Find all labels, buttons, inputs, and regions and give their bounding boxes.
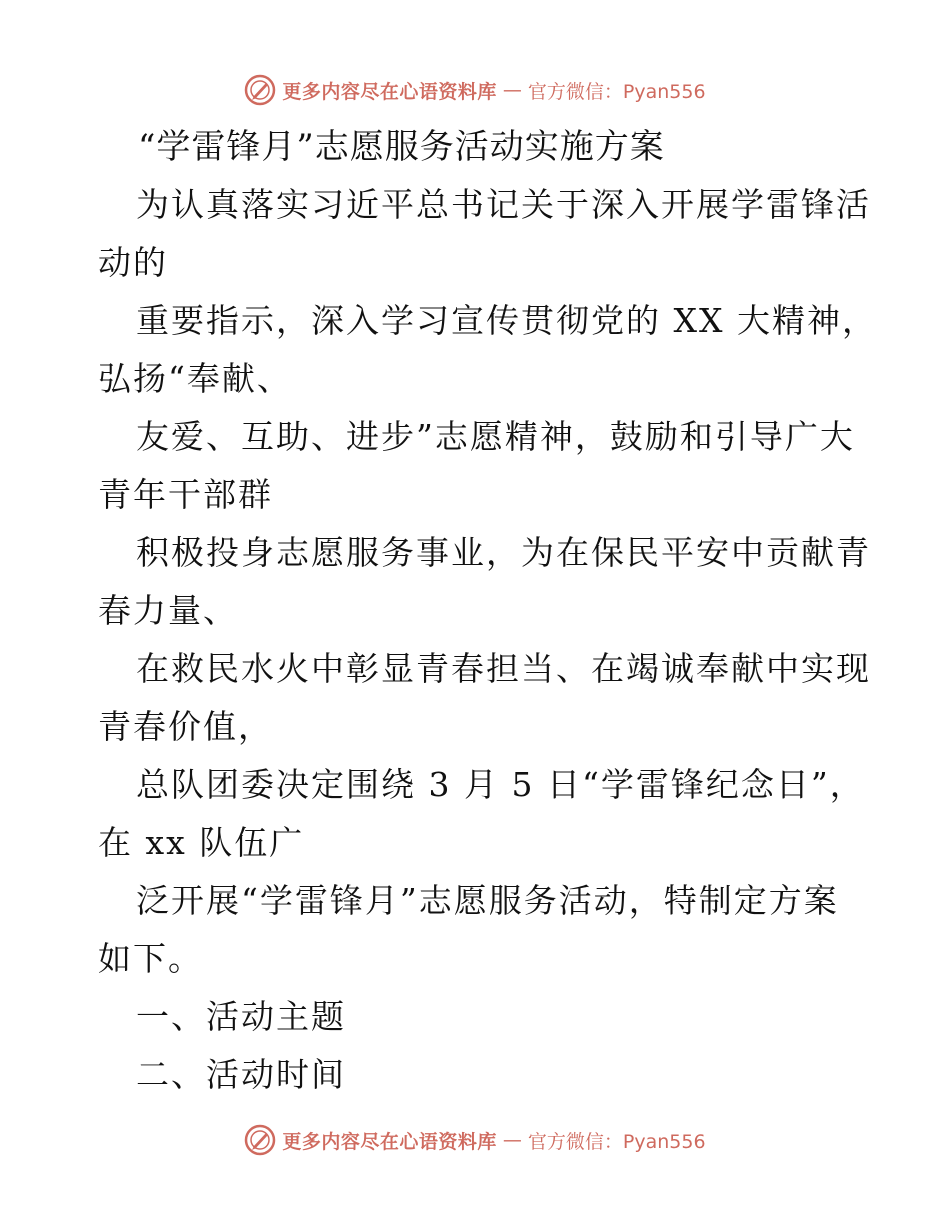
- watermark-group: [244, 74, 705, 106]
- document-paragraphs: [98, 176, 877, 1104]
- paragraph-line: 在救民水火中彰显青春担当、在竭诚奉献中实现: [136, 649, 871, 688]
- paragraph-line: 如下。: [98, 939, 203, 978]
- paragraph-line: 重要指示，深入学习宣传贯彻党的 XX 大精神，: [136, 301, 877, 340]
- header-watermark: [0, 70, 950, 110]
- paragraph-line: 积极投身志愿服务事业，为在保民平安中贡献青: [136, 533, 871, 572]
- paragraph-line: 一、活动主题: [136, 997, 346, 1036]
- paragraph-line: 为认真落实习近平总书记关于深入开展学雷锋活: [136, 185, 871, 224]
- paragraph-line: 青春价值，: [98, 707, 273, 746]
- paragraph-line: 春力量、: [98, 591, 238, 630]
- watermark-text: 更多内容尽在心语资料库: [282, 80, 497, 103]
- document-title: “学雷锋月”志愿服务活动实施方案: [138, 127, 665, 167]
- paragraph-line: 在 xx 队伍广: [98, 823, 305, 862]
- watermark-group: [244, 1124, 705, 1156]
- paragraph-line: 弘扬“奉献、: [98, 359, 292, 398]
- paragraph-line: 泛开展“学雷锋月”志愿服务活动，特制定方案: [136, 881, 839, 920]
- document-body: [98, 118, 877, 1104]
- paragraph-line: 总队团委决定围绕 3 月 5 日“学雷锋纪念日”，: [136, 765, 865, 804]
- paragraph-line: 青年干部群: [98, 475, 273, 514]
- watermark-dash: —: [502, 1129, 522, 1151]
- seal-logo-icon: [244, 1124, 276, 1156]
- watermark-text: 更多内容尽在心语资料库: [282, 1130, 497, 1153]
- seal-logo-icon: [244, 74, 276, 106]
- paragraph-line: 友爱、互助、进步”志愿精神，鼓励和引导广大: [136, 417, 855, 456]
- paragraph-line: 二、活动时间: [136, 1055, 346, 1094]
- paragraph-line: 动的: [98, 243, 168, 282]
- watermark-dash: —: [502, 79, 522, 101]
- footer-watermark: [0, 1120, 950, 1160]
- watermark-wechat: 官方微信：Pyan556: [527, 1130, 706, 1153]
- watermark-wechat: 官方微信：Pyan556: [527, 80, 706, 103]
